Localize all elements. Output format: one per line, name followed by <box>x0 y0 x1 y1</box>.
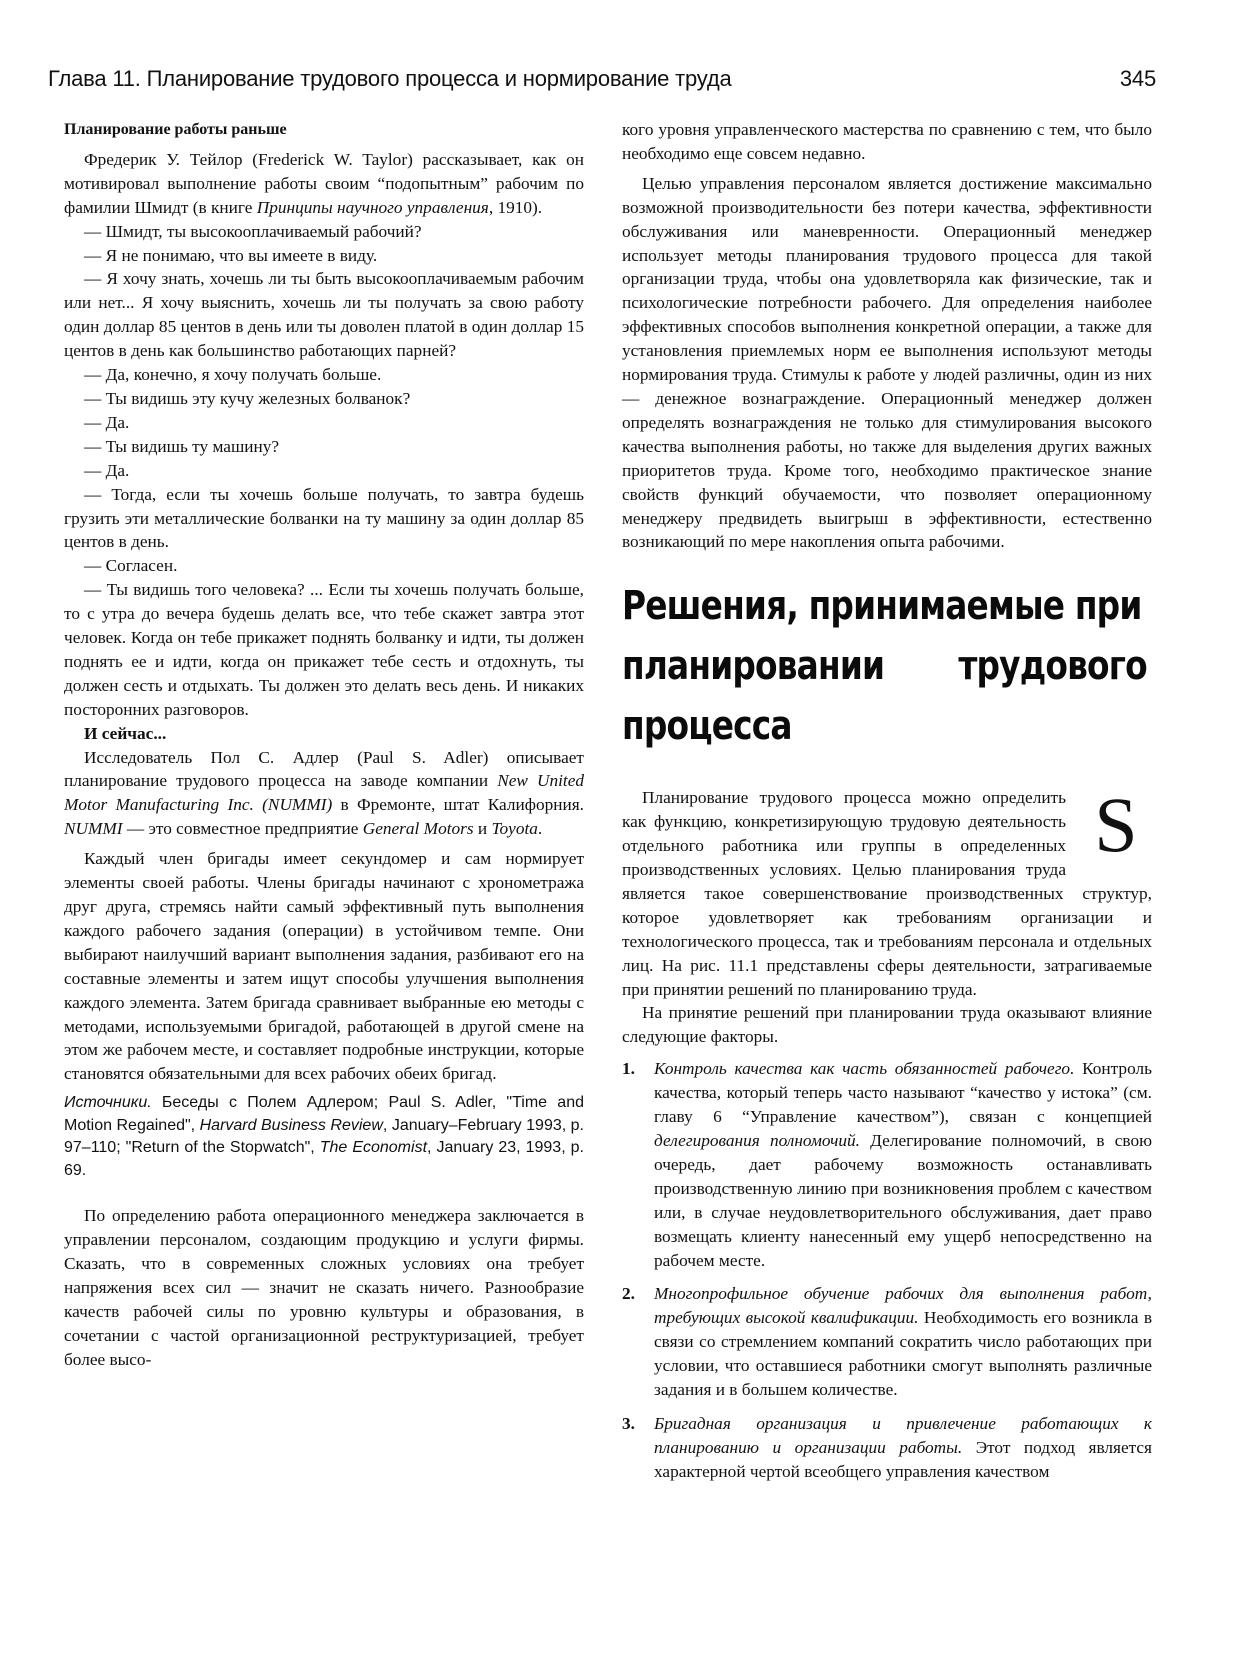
dialog-line: — Согласен. <box>84 556 178 576</box>
section-heading: Решения, принимаемые при планировании трудового процесса <box>622 583 1147 750</box>
chapter-title: Глава 11. Планирование трудового процесса и нормирование труда <box>48 66 732 91</box>
dialog-line: — Ты видишь ту машину? <box>84 436 280 456</box>
brigade-paragraph: Каждый член бригады имеет секундомер и сам нормирует элементы своей работы. Члены бригады начинают с хронометража друг друга, стремясь найти самый эффективный путь выполнения каждого рабочего задания (операции) в устойчивом темпе. Они выбирают наилучший вариант выполнения задания, разбивают его на составные элементы и затем ищут способы улучшения выполнения каждого элемента. Затем бригада сравнивает выбранные ею методы с методами, используемыми бригадой, работающей в другой смене на этом же рабочем месте, и составляет подробные инструкции, которые становятся обязательными для всех рабочих обеих бригад. <box>64 849 584 1084</box>
dialog-line: — Да. <box>84 460 130 480</box>
dialog-line: — Ты видишь эту кучу железных болванок? <box>84 388 411 408</box>
list-item: 2. Многопрофильное обучение рабочих для выполнения работ, требующих высокой квалификации. Необходимость его возникла в связи со стремлением компаний сократить число работающих при условии, что оставшиеся работники смогут выполнять различные задания и в большем количестве. <box>622 1284 1152 1400</box>
list-item: 1. Контроль качества как часть обязанностей рабочего. Контроль качества, который теперь часто называют “качество у истока” (см. главу 6 “Управление качеством”), связан с концепцией делегирования полномочий. Делегирование полномочий, в свою очередь, дает рабочему возможность останавливать производственную линию при возникновения проблем с качеством или, в случае неудовлетворительного обслуживания, дает право возмещать клиенту нанесенный ему ущерб непосредственно на рабочем месте. <box>622 1059 1152 1270</box>
intro-block <box>622 781 1152 1001</box>
sidebar-title: Планирование работы раньше <box>64 121 287 138</box>
dialog-line: — Тогда, если ты хочешь больше получать, то завтра будешь грузить эти металлические болванки на ту машину за один доллар 85 центов в день. <box>64 484 584 552</box>
dialog-line: — Шмидт, ты высокооплачиваемый рабочий? <box>84 221 422 241</box>
running-header <box>48 66 1156 100</box>
list-item: 3. Бригадная организация и привлечение работающих к планированию и организации работы. Этот подход является характерной чертой всеобщего управления качеством <box>622 1413 1153 1481</box>
sidebar-subtitle-now: И сейчас... <box>84 723 167 743</box>
dialog-line: — Ты видишь того человека? ... Если ты хочешь получать больше, то с утра до вечера будешь делать все, что тебе скажет завтра этот человек. Когда он тебе прикажет поднять болванку и идти, ты должен поднять ее и идти, когда он прикажет тебе сесть и отдохнуть, ты должен сесть и отдыхать. Ты должен это делать весь день. И никаких посторонних разговоров. <box>64 580 584 719</box>
left-column <box>64 118 584 1372</box>
dialog-line: — Я не понимаю, что вы имеете в виду. <box>84 245 378 265</box>
nummi-paragraph: Исследователь Пол С. Адлер (Paul S. Adler) описывает планирование трудового процесса на заводе компании New United Motor Manufacturing Inc. (NUMMI) в Фремонте, штат Калифорния. NUMMI — это совместное предприятие General Motors и Toyota. <box>64 747 585 839</box>
goal-paragraph: Целью управления персоналом является достижение максимально возможной производительности без потери качества, эффективности обслуживания или маневренности. Операционный менеджер использует методы планирования трудового процесса для такой организации труда, чтобы она удовлетворяла как физические, так и психологические потребности рабочего. Для определения наиболее эффективных способов выполнения конкретной операции, а также для установления приемлемых норм ее выполнения используют методы нормирования труда. Стимулы к работе у людей различны, один из них — денежное вознаграждение. Операционный менеджер должен определять вознаграждения не только для стимулирования высокого качества выполнения работы, но также для выделения других важных приоритетов труда. Кроме того, необходимо практическое знание свойств функций обучаемости, что позволяет операционному менеджеру предвидеть выигрыш в эффективности, естественно возникающий по мере накопления опыта рабочими. <box>622 173 1152 552</box>
factors-list <box>622 1057 1152 1483</box>
dialog-line: — Я хочу знать, хочешь ли ты быть высокооплачиваемым рабочим или нет... Я хочу выяснить, хочешь ли ты получать за свою работу один доллар 85 центов в день или ты доволен платой в один доллар 15 центов в день как большинство работающих парней? <box>64 269 584 361</box>
page-number: 345 <box>1119 66 1156 91</box>
dialog-line: — Да. <box>84 412 130 432</box>
sidebar-intro-paragraph: Фредерик У. Тейлор (Frederick W. Taylor) рассказывает, как он мотивировал выполнение работы своим “подопытным” рабочим по фамилии Шмидт (в книге Принципы научного управления, 1910). <box>64 149 584 217</box>
sources-note: Источники. Беседы с Полем Адлером; Paul S. Adler, "Time and Motion Regained", Harvard Business Review, January–February 1993, p. 97–110; "Return of the Stopwatch", The Economist, January 23, 1993, p. 69. <box>64 1094 585 1179</box>
book-title: Принципы научного управления <box>256 197 489 217</box>
main-paragraph: По определению работа операционного менеджера заключается в управлении персоналом, создающим продукцию и услуги фирмы. Сказать, что в современных сложных условиях она требует напряжения всех сил — значит не сказать ничего. Разнообразие качеств рабочей силы по уровню культуры и образования, в сочетании с частой организационной реструктуризацией, требует более высо- <box>64 1206 584 1369</box>
decorative-s-icon: S <box>1094 781 1138 869</box>
right-column <box>622 118 1152 1494</box>
dialog <box>64 220 584 722</box>
dialog-line: — Да, конечно, я хочу получать больше. <box>84 365 382 385</box>
intro-paragraph: Планирование трудового процесса можно определить как функцию, конкретизирующую трудовую деятельность отдельного работника или группы в определенных производственных условиях. Целью планирования труда является такое совершенствование производственных структур, которое удовлетворяет как требованиям организации и технологического процесса, так и требованиям персонала и отдельных лиц. На рис. 11.1 представлены сферы деятельности, затрагиваемые при принятии решений по планированию труда. <box>622 788 1152 999</box>
continued-paragraph: кого уровня управленческого мастерства по сравнению с тем, что было необходимо еще совсем недавно. <box>622 120 1152 163</box>
factors-intro: На принятие решений при планировании труда оказывают влияние следующие факторы. <box>622 1003 1152 1047</box>
